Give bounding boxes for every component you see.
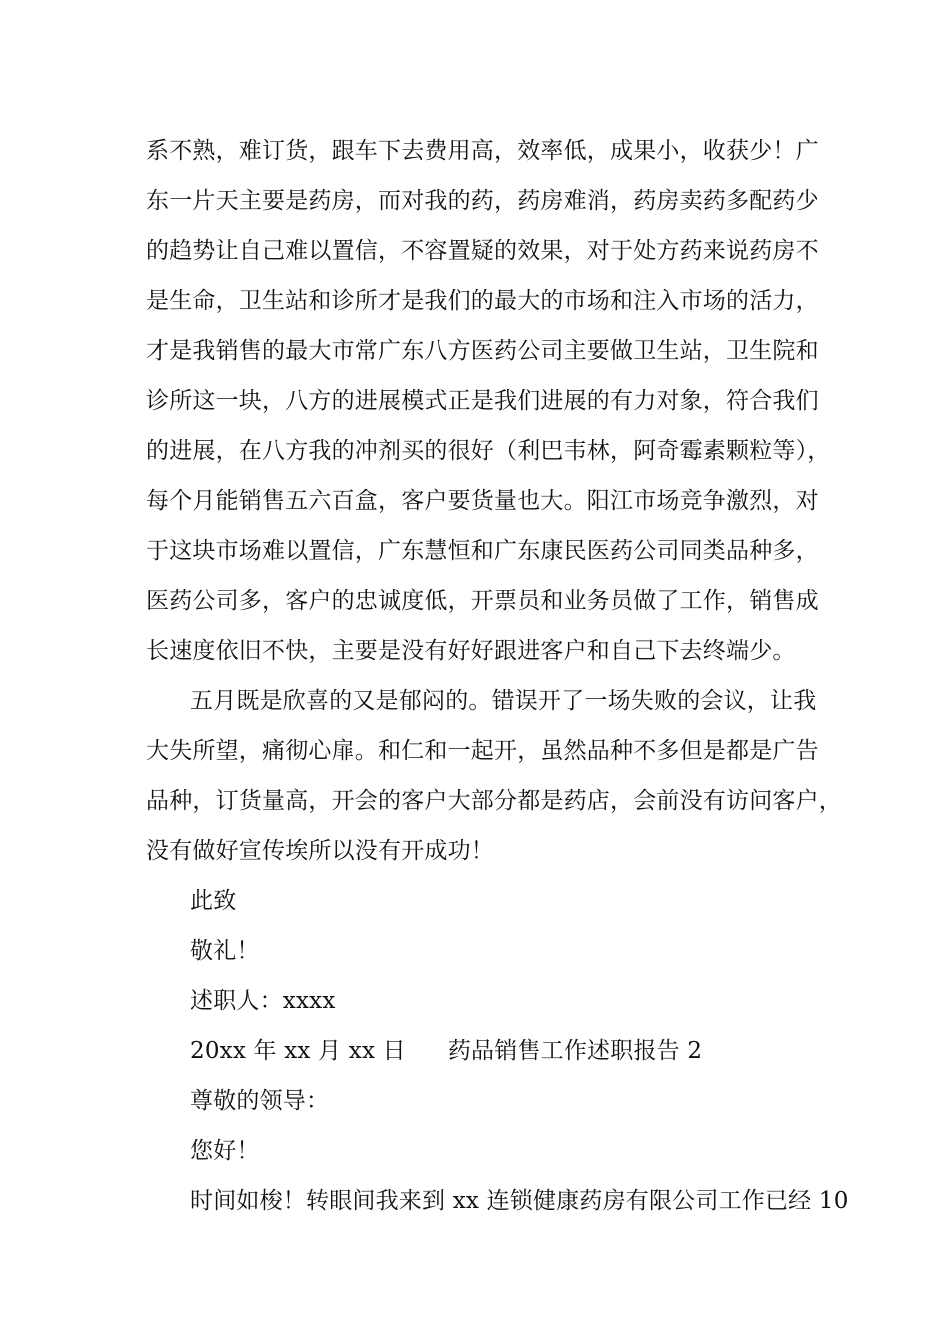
signer-line: 述职人：xxxx <box>190 988 336 1014</box>
paragraph-2-line-4: 没有做好宣传埃所以没有开成功！ <box>146 838 494 864</box>
greeting-line-1: 尊敬的领导： <box>190 1088 330 1114</box>
paragraph-1-line-6: 诊所这一块，八方的进展模式正是我们进展的有力对象，符合我们 <box>146 388 819 414</box>
paragraph-1-line-8: 每个月能销售五六百盒，客户要货量也大。阳江市场竞争激烈，对 <box>146 488 819 514</box>
paragraph-1-line-2: 东一片天主要是药房，而对我的药，药房难消，药房卖药多配药少 <box>146 188 819 214</box>
paragraph-1-line-10: 医药公司多，客户的忠诚度低，开票员和业务员做了工作，销售成 <box>146 588 819 614</box>
paragraph-1-line-7: 的进展，在八方我的冲剂买的很好（利巴韦林，阿奇霉素颗粒等）， <box>146 438 831 464</box>
paragraph-2-line-2: 大失所望，痛彻心扉。和仁和一起开，虽然品种不多但是都是广告 <box>146 738 819 764</box>
paragraph-2-line-3: 品种，订货量高，开会的客户大部分都是药店，会前没有访问客户， <box>146 788 842 814</box>
paragraph-1-line-4: 是生命，卫生站和诊所才是我们的最大的市场和注入市场的活力， <box>146 288 819 314</box>
date-title-line <box>146 1026 811 1076</box>
greeting-line-2: 您好！ <box>190 1138 260 1164</box>
paragraph-1-line-3: 的趋势让自己难以置信，不容置疑的效果，对于处方药来说药房不 <box>146 238 819 264</box>
report-date: 20xx 年 xx 月 xx 日 <box>190 1038 406 1064</box>
salute-line: 敬礼！ <box>190 938 260 964</box>
body-start-line: 时间如梭！转眼间我来到 xx 连锁健康药房有限公司工作已经 10 <box>190 1188 849 1214</box>
closing-line: 此致 <box>190 888 237 914</box>
paragraph-1-line-1: 系不熟，难订货，跟车下去费用高，效率低，成果小，收获少！广 <box>146 138 819 164</box>
paragraph-1-line-11: 长速度依旧不快，主要是没有好好跟进客户和自己下去终端少。 <box>146 638 796 664</box>
next-report-title: 药品销售工作述职报告 2 <box>447 1038 703 1064</box>
document-body <box>146 126 849 1226</box>
paragraph-1-line-9: 于这块市场难以置信，广东慧恒和广东康民医药公司同类品种多， <box>146 538 819 564</box>
paragraph-2-line-1: 五月既是欣喜的又是郁闷的。错误开了一场失败的会议，让我 <box>190 688 817 714</box>
paragraph-1-line-5: 才是我销售的最大市常广东八方医药公司主要做卫生站，卫生院和 <box>146 338 819 364</box>
